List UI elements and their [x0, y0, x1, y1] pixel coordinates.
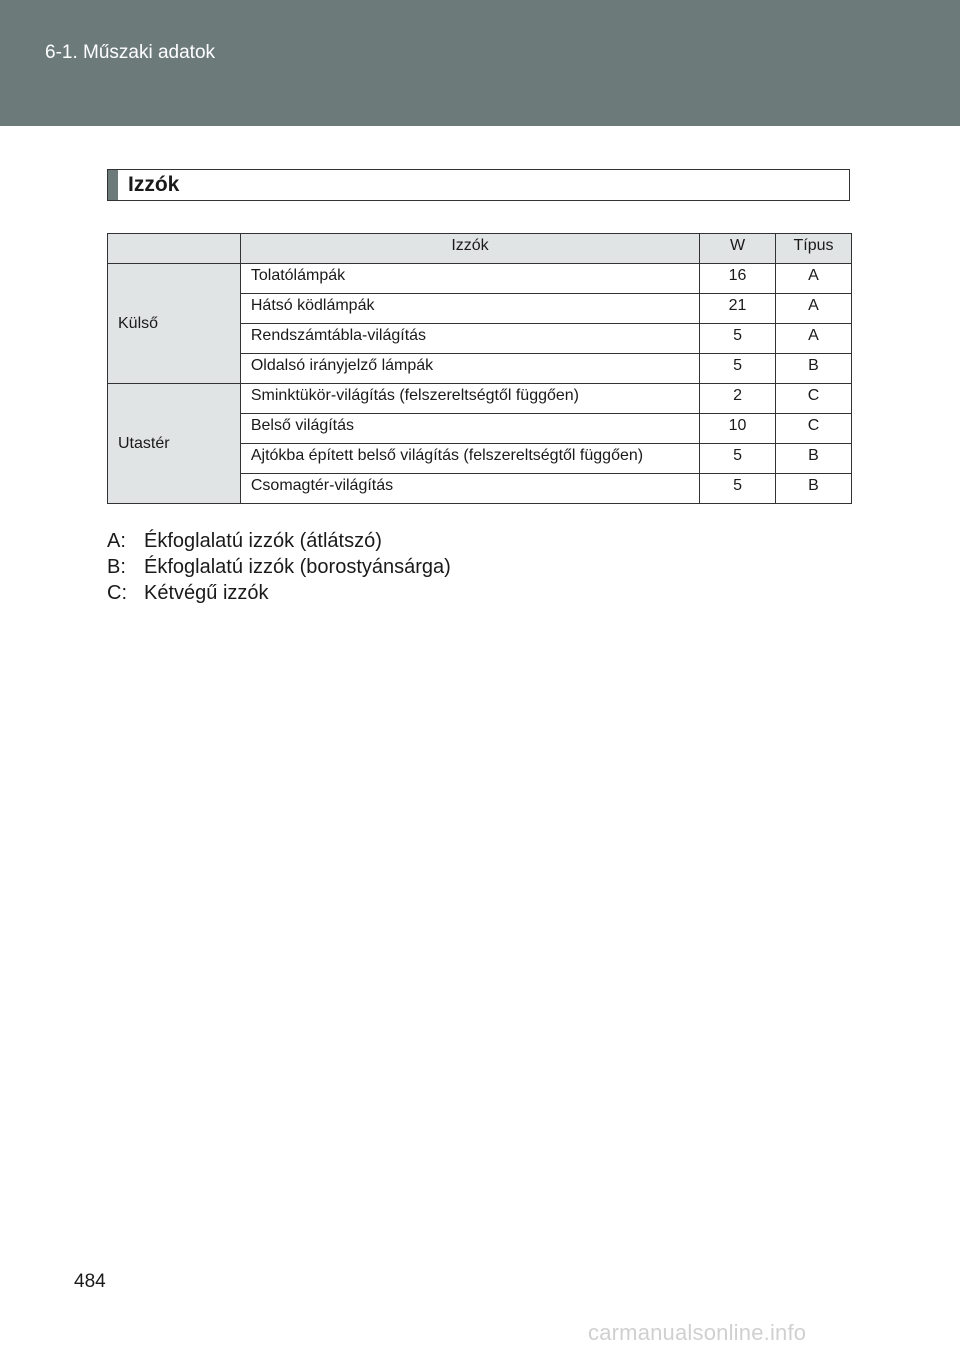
watt-cell: 5 [700, 474, 776, 504]
bulb-cell: Ajtókba épített belső világítás (felszereltségtől függően) [240, 444, 699, 474]
legend-key: A: [107, 530, 126, 552]
watt-cell: 10 [700, 414, 776, 444]
legend-text: Ékfoglalatú izzók (átlátszó) [144, 530, 382, 552]
type-cell: B [776, 474, 852, 504]
bulb-cell: Rendszámtábla-világítás [240, 324, 699, 354]
section-heading [107, 169, 850, 201]
chapter-title: 6-1. Műszaki adatok [45, 42, 216, 63]
table-row [108, 384, 852, 414]
bulbs-table [107, 233, 852, 504]
watt-cell: 2 [700, 384, 776, 414]
type-cell: C [776, 384, 852, 414]
section-title: Izzók [128, 173, 180, 196]
watermark: carmanualsonline.info [588, 1320, 807, 1345]
table-header-row [108, 234, 852, 264]
bulb-cell: Hátsó ködlámpák [240, 294, 699, 324]
header-cell-type: Típus [776, 234, 852, 264]
legend-key: B: [107, 556, 126, 578]
bulb-cell: Oldalsó irányjelző lámpák [240, 354, 699, 384]
section-heading-bar [108, 170, 118, 200]
type-cell: A [776, 294, 852, 324]
type-legend [107, 528, 451, 606]
group-cell-exterior: Külső [108, 264, 241, 384]
header-band [0, 0, 960, 126]
page-number: 484 [74, 1271, 106, 1292]
table-row [108, 264, 852, 294]
header-cell-watt: W [700, 234, 776, 264]
bulb-cell: Tolatólámpák [240, 264, 699, 294]
type-cell: B [776, 444, 852, 474]
bulb-cell: Belső világítás [240, 414, 699, 444]
bulb-cell: Sminktükör-világítás (felszereltségtől függően) [240, 384, 699, 414]
watt-cell: 21 [700, 294, 776, 324]
watt-cell: 5 [700, 444, 776, 474]
legend-text: Ékfoglalatú izzók (borostyánsárga) [144, 556, 451, 578]
legend-text: Kétvégű izzók [144, 582, 269, 604]
legend-item [107, 554, 451, 580]
type-cell: C [776, 414, 852, 444]
legend-key: C: [107, 582, 127, 604]
header-cell-group [108, 234, 241, 264]
bulb-cell: Csomagtér-világítás [240, 474, 699, 504]
group-cell-interior: Utastér [108, 384, 241, 504]
type-cell: A [776, 264, 852, 294]
watt-cell: 16 [700, 264, 776, 294]
type-cell: B [776, 354, 852, 384]
header-cell-bulb: Izzók [240, 234, 699, 264]
watt-cell: 5 [700, 324, 776, 354]
watt-cell: 5 [700, 354, 776, 384]
legend-item [107, 580, 451, 606]
legend-item [107, 528, 451, 554]
type-cell: A [776, 324, 852, 354]
